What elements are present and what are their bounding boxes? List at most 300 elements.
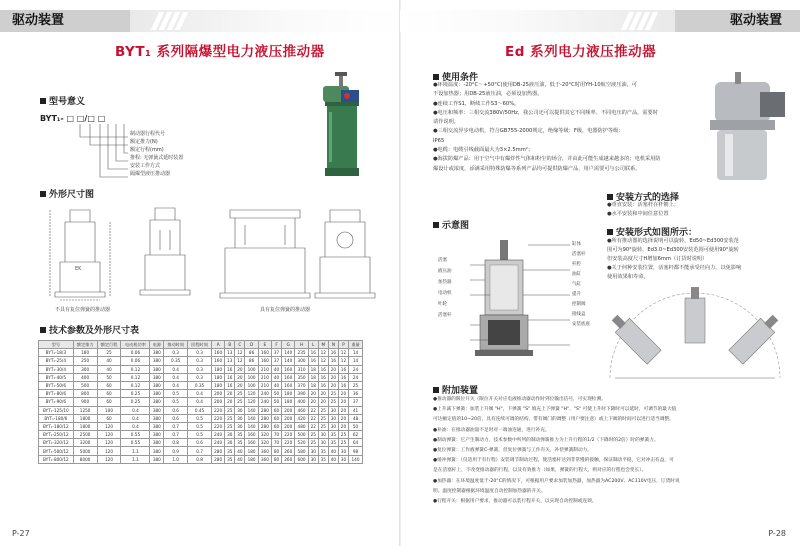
table-cell: 20 (338, 422, 348, 430)
table-cell: 30 (225, 431, 235, 439)
table-cell: 37 (349, 398, 363, 406)
table-cell: 25 (97, 349, 121, 357)
table-cell: 16 (318, 373, 328, 381)
usage-text: ●环境温度：-20°C～+50°C(使用DB-25液压油，低于-20°C时用YH-10航空液压油，可 不设加热器；用DB-25液压油，必须设加热器。 ●连续工作S1，断续工作S3～60%。 ●电压和频率：三相交流380V/50Hz，我公司还可以提供其它不同频率、不同电压的产品，需要时 请作说明。 ●三相交流异步电动机，符合GB755-2000规定，绝缘等级：F级，电器防护等级： IP65 ●电缆：电缆引线截面最大为3×2.5mm²； ●海拔防爆产品：用于空气中有爆炸性气体和粉尘的场合，并由此可能生成越来越多的；电机采用防 爆设计或浓度，添满采用特殊防爆等系列产品均可提供防爆产品，用户需要可与公司联系。 (433, 82, 661, 172)
table-header-cell: L (308, 341, 318, 349)
table-cell: 16 (308, 349, 318, 357)
table-row (39, 414, 363, 422)
table-cell: 37 (272, 357, 282, 365)
table-header-cell: D (245, 341, 258, 349)
table-cell: BYT₁-40/5 (39, 373, 74, 381)
table-cell: 0.3 (188, 373, 212, 381)
table-cell: 120 (245, 398, 258, 406)
table-cell: 0.12 (121, 381, 150, 389)
bullet-square-icon (433, 74, 439, 80)
table-cell: 260 (282, 447, 295, 455)
bullet-square-icon (40, 191, 46, 197)
table-cell: 40 (235, 447, 245, 455)
outline-drawings (40, 200, 390, 315)
table-header-cell: P (338, 341, 348, 349)
table-cell: 25 (235, 390, 245, 398)
table-cell: 140 (245, 406, 258, 414)
table-header-cell: H (295, 341, 308, 349)
table-cell: 520 (295, 439, 308, 447)
table-cell: 0.25 (121, 390, 150, 398)
table-cell: 320 (258, 439, 271, 447)
table-cell: 5000 (73, 447, 97, 455)
table-cell: 16 (225, 365, 235, 373)
table-cell: 0.7 (164, 422, 188, 430)
table-cell: 30 (235, 414, 245, 422)
table-cell: 240 (258, 398, 271, 406)
table-cell: 160 (245, 431, 258, 439)
table-header-row (39, 341, 363, 349)
table-cell: 60 (97, 398, 121, 406)
table-cell: 100 (97, 406, 121, 414)
table-cell: 30 (318, 439, 328, 447)
table-cell: 0.4 (164, 365, 188, 373)
right-header-stripes (625, 12, 654, 30)
table-cell: 0.6 (164, 406, 188, 414)
dims-section-heading: 外形尺寸图 (40, 187, 94, 200)
table-cell: 12 (338, 357, 348, 365)
table-cell: 50 (349, 422, 363, 430)
table-cell: 20 (318, 390, 328, 398)
bullet-square-icon (40, 98, 46, 104)
table-cell: 0.5 (164, 390, 188, 398)
table-cell: 35 (328, 431, 338, 439)
table-cell: 120 (97, 447, 121, 455)
table-cell: 380 (150, 357, 164, 365)
bullet-square-icon (607, 229, 613, 235)
forms-text: ●所有推动器的选择说明可以旋转，Ed50~Ed300安装范 围可为90°旋转，Ed3.0~Ed300安装范围可使用90°旋转 但安装高度尺寸H增加6mm（订货时说明） ●关于何种安装位置，活塞杆都不能承受径向力，以免影响 使用效果和寿命。 (607, 238, 742, 280)
table-cell: 360 (258, 447, 271, 455)
table-cell: 40 (272, 381, 282, 389)
table-cell: 140 (349, 455, 363, 463)
table-cell: 0.5 (188, 431, 212, 439)
table-cell: 140 (245, 414, 258, 422)
table-cell: 0.8 (188, 455, 212, 463)
table-cell: 30 (328, 414, 338, 422)
table-cell: 100 (245, 365, 258, 373)
table-cell: 300 (73, 365, 97, 373)
table-cell: 280 (258, 422, 271, 430)
table-cell: 25 (318, 406, 328, 414)
table-cell: 13 (225, 349, 235, 357)
table-cell: 100 (245, 373, 258, 381)
table-row (39, 439, 363, 447)
table-cell: 0.7 (188, 447, 212, 455)
table-cell: 380 (150, 390, 164, 398)
table-cell: 30 (308, 455, 318, 463)
table-cell: 0.9 (164, 447, 188, 455)
table-cell: 25 (349, 381, 363, 389)
table-header-cell: F (272, 341, 282, 349)
table-cell: 160 (245, 439, 258, 447)
table-cell: 380 (150, 431, 164, 439)
table-cell: 0.4 (121, 422, 150, 430)
table-cell: 120 (97, 431, 121, 439)
table-cell: 40 (97, 365, 121, 373)
table-cell: 200 (282, 414, 295, 422)
right-page (400, 0, 800, 546)
table-cell: 20 (308, 390, 318, 398)
table-cell: 280 (211, 447, 224, 455)
table-cell: 50 (272, 390, 282, 398)
right-title: Ed 系列电力液压推动器 (505, 44, 657, 60)
table-cell: 60 (97, 414, 121, 422)
table-cell: 48 (349, 414, 363, 422)
table-cell: 70 (272, 439, 282, 447)
table-cell: 370 (295, 381, 308, 389)
table-cell: 30 (225, 439, 235, 447)
table-row (39, 431, 363, 439)
table-cell: 16 (225, 373, 235, 381)
table-cell: 380 (150, 381, 164, 389)
table-cell: 3200 (73, 439, 97, 447)
table-cell: 160 (258, 357, 271, 365)
table-cell: 40 (272, 365, 282, 373)
table-header-cell: C (235, 341, 245, 349)
left-header: 驱动装置 (0, 10, 130, 32)
table-cell: 0.5 (164, 398, 188, 406)
table-cell: BYT₁-18/3 (39, 349, 74, 357)
table-cell: 200 (282, 422, 295, 430)
table-cell: 240 (211, 439, 224, 447)
table-cell: 120 (97, 455, 121, 463)
table-cell: 80 (272, 447, 282, 455)
table-cell: 0.06 (121, 357, 150, 365)
table-cell: 35 (235, 439, 245, 447)
table-cell: BYT₁-30/4 (39, 365, 74, 373)
table-cell: 390 (295, 390, 308, 398)
table-cell: 180 (211, 381, 224, 389)
table-cell: 210 (258, 373, 271, 381)
table-cell: 380 (150, 406, 164, 414)
table-cell: 35 (318, 455, 328, 463)
table-cell: 60 (272, 406, 282, 414)
table-cell: 0.7 (164, 431, 188, 439)
table-cell: 12 (338, 349, 348, 357)
table-cell: 86 (245, 357, 258, 365)
table-cell: 0.8 (164, 439, 188, 447)
table-header-cell: G (282, 341, 295, 349)
table-cell: 180 (282, 398, 295, 406)
table-cell: 25 (225, 406, 235, 414)
tech-section-heading: 技术参数及外形尺寸表 (40, 323, 139, 336)
table-cell: 200 (211, 398, 224, 406)
usage-section-heading: 使用条件 (433, 70, 478, 83)
table-cell: 220 (282, 431, 295, 439)
ed-actuator-photo (705, 72, 795, 192)
table-cell: 36 (349, 390, 363, 398)
table-cell: 40 (235, 455, 245, 463)
table-cell: 380 (150, 414, 164, 422)
table-cell: 20 (225, 398, 235, 406)
table-cell: 30 (235, 422, 245, 430)
table-cell: 30 (328, 422, 338, 430)
table-row (39, 373, 363, 381)
table-cell: 16 (328, 349, 338, 357)
table-cell: BYT₁-180/6 (39, 414, 74, 422)
table-cell: 20 (225, 390, 235, 398)
table-cell: 220 (211, 422, 224, 430)
table-header-cell: 电源 (150, 341, 164, 349)
table-cell: 25 (225, 422, 235, 430)
table-cell: 60 (97, 390, 121, 398)
table-cell: 0.6 (188, 439, 212, 447)
table-cell: 0.12 (121, 365, 150, 373)
page-number-right: P-28 (768, 529, 786, 538)
table-cell: 0.3 (188, 349, 212, 357)
table-cell: 41 (349, 406, 363, 414)
table-cell: 1.0 (164, 455, 188, 463)
bullet-square-icon (433, 387, 439, 393)
bullet-square-icon (433, 222, 439, 228)
tech-table (38, 340, 363, 464)
table-cell: 0.3 (188, 365, 212, 373)
table-cell: 280 (258, 406, 271, 414)
svg-text:EK: EK (75, 266, 82, 272)
install-section-heading: 安装方式的选择 (607, 190, 679, 203)
table-cell: 20 (328, 365, 338, 373)
table-cell: 120 (97, 422, 121, 430)
table-cell: 16 (338, 381, 348, 389)
table-cell: 18 (308, 365, 318, 373)
table-cell: 500 (73, 381, 97, 389)
table-cell: 25 (328, 390, 338, 398)
table-cell: 0.3 (188, 357, 212, 365)
diagram-labels-right: 缸体 活塞杆 杆腔 油缸 气缸 提升 控制阀 接线盒 安装底座 (572, 242, 590, 327)
table-cell: 180 (282, 390, 295, 398)
table-cell: 50 (97, 373, 121, 381)
table-cell: 140 (245, 422, 258, 430)
table-cell: 400 (73, 373, 97, 381)
table-cell: 180 (73, 349, 97, 357)
byt-actuator-photo (315, 72, 370, 182)
table-cell: 180 (245, 455, 258, 463)
table-cell: 22 (308, 406, 318, 414)
forms-section-heading: 安装形式如图所示： (607, 225, 697, 238)
table-cell: 16 (338, 365, 348, 373)
table-cell: 0.5 (188, 422, 212, 430)
table-cell: 24 (349, 365, 363, 373)
table-cell: 380 (150, 349, 164, 357)
left-title: BYT₁ 系列隔爆型电力液压推动器 (115, 44, 325, 60)
table-cell: 350 (295, 373, 308, 381)
table-cell: 60 (272, 414, 282, 422)
table-cell: BYT₁-320/12 (39, 439, 74, 447)
table-cell: 0.5 (188, 414, 212, 422)
table-cell: 0.45 (188, 406, 212, 414)
table-cell: 25 (318, 414, 328, 422)
table-cell: BYT₁-50/6 (39, 381, 74, 389)
table-cell: 35 (225, 447, 235, 455)
table-header-cell: A (211, 341, 224, 349)
table-cell: 120 (97, 439, 121, 447)
table-cell: 380 (150, 422, 164, 430)
diagram-labels-left: 活塞 液压油 加热器 电动机 叶轮 活塞杆 (438, 258, 452, 318)
table-header-cell: B (225, 341, 235, 349)
table-cell: 12 (235, 349, 245, 357)
table-cell: 480 (295, 422, 308, 430)
mounting-positions-diagram (595, 283, 795, 383)
table-cell: 800 (73, 390, 97, 398)
table-cell: 200 (282, 406, 295, 414)
table-cell: 160 (258, 349, 271, 357)
table-header-cell: 回程时间 (188, 341, 212, 349)
install-items: ●垂直安装：活塞杆在杆朝上； ●水平安装和中间任意位置 (607, 202, 679, 218)
table-cell: 380 (150, 447, 164, 455)
table-cell: 0.4 (164, 373, 188, 381)
table-cell: 16 (308, 357, 318, 365)
table-cell: 30 (338, 455, 348, 463)
table-cell: 25 (338, 431, 348, 439)
table-cell: 260 (282, 455, 295, 463)
table-cell: 16 (318, 365, 328, 373)
table-header-cell: 重量 (349, 341, 363, 349)
table-cell: 24 (349, 373, 363, 381)
table-cell: 360 (258, 455, 271, 463)
model-code: BYT₁- □ □/□ □ (40, 114, 106, 123)
table-cell: 25 (308, 439, 318, 447)
table-cell: 12 (235, 357, 245, 365)
table-cell: 240 (211, 431, 224, 439)
table-cell: 0.4 (121, 414, 150, 422)
table-header-cell: N (328, 341, 338, 349)
table-cell: 210 (258, 365, 271, 373)
table-cell: 1800 (73, 414, 97, 422)
table-cell: 460 (295, 406, 308, 414)
table-cell: 62 (349, 431, 363, 439)
table-cell: 320 (258, 431, 271, 439)
table-row (39, 365, 363, 373)
table-cell: 20 (318, 398, 328, 406)
table-cell: 40 (328, 455, 338, 463)
table-cell: 310 (295, 365, 308, 373)
table-cell: 0.55 (121, 431, 150, 439)
extras-text: ●推动器的限位开关（限位开关对应电液推动器动作时到位输出信号，可实现检测。 ●上升减下弹簧：加装上升阀 "H"，下弹簧 "S" 填充上下弹簧 "H"、"S" 可使上升时下降时可以延时，可调节的最大值 可达额定值的10~20倍，具有连续可调的结构，带有阀门的调整（用户要注意）或上下阀的时间可以进行适当调整。 ●补油：在推动器油量不足时对一端油连通，进行补充。 ●制动弹簧：它产生制动力，技术参数中所列的制动弹簧推力为上升行程的1/2（下降时的2倍）时的弹簧力。 ●复位弹簧：工作液弹簧C-弹簧，但复位弹簧与工作有关，补偿弹簧制动力。 ●缓冲弹簧：（仅适用于有行程）安装调节制动过程，使活塞杆达到非常慢的接触，保证制动平稳，它对冲击有益，可 是在活塞杆上，不改变推动器的行程，以及有效推力（如果，弹簧的行程大，则对应的行程也会变长）。 ●加热器：在环境温度低于-20°C的情况下，可根据用户要求加装加热器，加热器为AC200V、AC110V电压，订货时说 明。温度控制器根据环境温度自动控制加热器的开关。 ●行程开关：根据用户要求，推动器可以装行程开关，以实现自动控制或连锁。 (433, 397, 680, 505)
table-cell: 0.25 (121, 398, 150, 406)
table-row (39, 406, 363, 414)
model-section-heading: 型号意义 (40, 94, 85, 107)
table-cell: 70 (272, 431, 282, 439)
table-cell: 0.55 (121, 439, 150, 447)
table-cell: 600 (295, 455, 308, 463)
table-cell: 35 (318, 447, 328, 455)
table-row (39, 447, 363, 455)
table-cell: 20 (338, 406, 348, 414)
table-cell: 160 (282, 373, 295, 381)
table-cell: 180 (211, 373, 224, 381)
table-cell: 8000 (73, 455, 97, 463)
table-header-cell: 额定行程 (97, 341, 121, 349)
table-cell: 16 (328, 357, 338, 365)
table-cell: 1.1 (121, 455, 150, 463)
extras-section-heading: 附加装置 (433, 383, 478, 396)
table-cell: 140 (282, 357, 295, 365)
table-row (39, 349, 363, 357)
table-cell: 180 (211, 365, 224, 373)
table-cell: 0.12 (121, 373, 150, 381)
table-cell: 30 (338, 447, 348, 455)
table-cell: 13 (225, 357, 235, 365)
table-cell: 20 (338, 390, 348, 398)
table-cell: BYT₁-80/6 (39, 390, 74, 398)
right-header: 驱动装置 (675, 10, 800, 32)
table-cell: 40 (328, 447, 338, 455)
table-cell: 14 (349, 349, 363, 357)
table-cell: 0.35 (188, 381, 212, 389)
table-cell: 900 (73, 398, 97, 406)
table-cell: 400 (295, 398, 308, 406)
table-cell: 18 (308, 381, 318, 389)
table-cell: 22 (308, 422, 318, 430)
table-cell: BYT₁-90/6 (39, 398, 74, 406)
table-cell: 300 (295, 357, 308, 365)
table-cell: BYT₁-125/10 (39, 406, 74, 414)
table-cell: 0.3 (164, 349, 188, 357)
table-cell: 1250 (73, 406, 97, 414)
bullet-square-icon (607, 194, 613, 200)
table-cell: 20 (235, 373, 245, 381)
table-cell: 210 (258, 381, 271, 389)
table-cell: 40 (97, 357, 121, 365)
table-cell: 37 (272, 349, 282, 357)
table-cell: BYT₁-800/12 (39, 455, 74, 463)
page-number-left: P-27 (12, 529, 30, 538)
table-cell: 1800 (73, 422, 97, 430)
table-cell: 12 (318, 349, 328, 357)
table-cell: 0.06 (121, 349, 150, 357)
table-cell: 20 (308, 398, 318, 406)
table-cell: 160 (211, 349, 224, 357)
table-cell: 16 (225, 381, 235, 389)
table-cell: 40 (272, 373, 282, 381)
table-cell: 14 (349, 357, 363, 365)
table-cell: BYT₁-180/12 (39, 422, 74, 430)
table-cell: 50 (272, 398, 282, 406)
table-cell: BYT₁-25/4 (39, 357, 74, 365)
table-cell: 64 (349, 439, 363, 447)
table-row (39, 390, 363, 398)
drawing-caption-2: 具有复位弹簧的推动器 (260, 307, 311, 313)
table-row (39, 381, 363, 389)
table-cell: 140 (282, 349, 295, 357)
bullet-square-icon (40, 327, 46, 333)
table-cell: 20 (328, 381, 338, 389)
table-cell: 280 (258, 414, 271, 422)
table-cell: 580 (295, 447, 308, 455)
table-cell: 20 (235, 365, 245, 373)
table-cell: 380 (150, 365, 164, 373)
table-row (39, 455, 363, 463)
table-header-cell: 电动机功率 (121, 341, 150, 349)
table-cell: 0.6 (164, 414, 188, 422)
table-cell: 80 (272, 455, 282, 463)
table-cell: 60 (272, 422, 282, 430)
table-cell: 420 (295, 414, 308, 422)
table-cell: 35 (328, 439, 338, 447)
table-cell: 25 (338, 439, 348, 447)
table-cell: 22 (308, 414, 318, 422)
table-cell: BYT₁-250/12 (39, 431, 74, 439)
table-cell: 250 (73, 357, 97, 365)
table-cell: 25 (225, 414, 235, 422)
table-header-cell: E (258, 341, 271, 349)
table-cell: 86 (245, 349, 258, 357)
table-cell: 20 (235, 381, 245, 389)
